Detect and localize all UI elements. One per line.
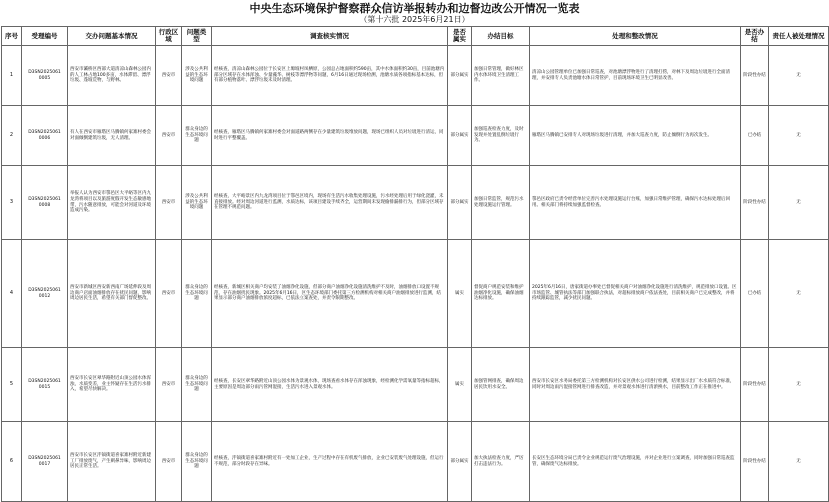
row-type: 群众身边的生态环境问题 [182,106,212,166]
row-goal: 加大执法检查力度，严厉打击违法行为。 [472,422,530,502]
row-punish: 无 [769,240,829,348]
row-action: 雁塔区马腾镇已安排专人对现场垃圾进行清理，并加大巡查力度，防止倾倒行为再次发生。 [530,106,741,166]
header-action: 处理和整改情况 [530,27,741,46]
row-seq: 6 [2,422,22,502]
row-punish: 无 [769,46,829,106]
header-closed: 是否办结 [741,27,769,46]
row-goal: 督促商户规范安装和维护油烟净化设施，确保油烟达标排放。 [472,240,530,348]
row-closed: 阶段性办结 [741,422,769,502]
row-punish: 无 [769,106,829,166]
table-header-row [2,27,829,46]
row-investigation: 经核查，大平峪景区内九龙湾项目位于鄠邑区境内，现场有生活污水收集处理设施，污水经处理后用于绿化浇灌，未直接排放。经对周边河道进行监测，水质达标，该项目建设手续齐全，运营期间未发现偷排漏排行为，但部分区域存在管理不规范问题。 [212,166,448,240]
row-punish: 无 [769,166,829,240]
row-verified: 属实 [448,240,472,348]
header-seq: 序号 [2,27,22,46]
row-type: 涉及公共利益的生态环境问题 [182,46,212,106]
row-investigation: 经核查，沣镐街道喜家寨村附近有一处加工企业，生产过程中存在有机废气排放，企业已安装废气处理设施，但运行不规范，部分时段存在异味。 [212,422,448,502]
table-row [2,106,829,166]
table-row [2,348,829,422]
row-investigation: 经核查，清凉山森林公园位于长安区上塬坡村凤栖原，公园总占地面积约590亩，其中水体面积约30亩，目前池塘内部分区域存在水体浑浊、少量藻华、树枝等漂浮物等问题，6月16日通过现场检测，池塘水质各项指标基本达标，但有部分植物落叶、漂浮垃圾未及时清理。 [212,46,448,106]
header-verified: 是否属实 [448,27,472,46]
row-goal: 加强管网排查，确保周边居民饮用水安全。 [472,348,530,422]
row-verified: 部分属实 [448,106,472,166]
row-region: 西安市 [156,166,182,240]
row-punish: 无 [769,348,829,422]
row-closed: 阶段性办结 [741,46,769,106]
row-closed: 阶段性办结 [741,166,769,240]
row-id: D3SN2025061 0005 [22,46,68,106]
row-verified: 部分属实 [448,422,472,502]
row-seq: 2 [2,106,22,166]
row-verified: 部分属实 [448,46,472,106]
row-issue: 西安市长安区翠华路附近山顶公园水体浑浊，水质变差，业主怀疑存在生活污水排入，希望尽快解决。 [68,348,156,422]
table-row [2,46,829,106]
row-seq: 4 [2,240,22,348]
row-action: 鄠邑区政府已责令经营单位完善污水处理设施运行台账，加强日常维护管理，确保污水达标处理后回用。相关部门将持续加强监督检查。 [530,166,741,240]
row-action: 2025年6月16日，唐家街道办事处已督促相关商户对油烟净化设施进行清洗维护，规范排放口设置。区市场监管、城管执法等部门加强联合执法，对超标排放商户依法查处，目前相关商户已完成整改，并将持续跟踪监管，减少扰民问题。 [530,240,741,348]
row-verified: 属实 [448,348,472,422]
row-action: 长安区生态环境分局已责令企业规范运行废气治理设施，并对企业进行立案调查，同时加强日常巡查监管，确保废气达标排放。 [530,422,741,502]
row-id: D3SN2025061 0008 [22,166,68,240]
row-investigation: 经核查，雁塔区马腾镇何家寨村委会对面道路两侧存在少量建筑垃圾堆放问题，现场已组织人员对垃圾进行清运，同时进行平整覆盖。 [212,106,448,166]
row-issue: 西安市新城区西安新西南广场延伸段及周边商户店面油烟排放存在扰民问题，影响周边居民生活，希望有关部门督促整改。 [68,240,156,348]
row-punish: 无 [769,422,829,502]
row-id: D3SN2025061 0017 [22,422,68,502]
document-subtitle: （第十六批 2025年6月21日） [359,15,470,24]
header-investigation: 调查核实情况 [212,27,448,46]
report-table [1,26,829,502]
row-goal: 加强日常管理，做好林区内水体环境卫生清理工作。 [472,46,530,106]
row-closed: 阶段性办结 [741,348,769,422]
row-region: 西安市 [156,348,182,422]
row-region: 西安市 [156,240,182,348]
header-region: 行政区域 [156,27,182,46]
row-id: D3SN2025061 0012 [22,240,68,348]
row-goal: 加强巡查检查力度，及时发现并处置乱倒垃圾行为。 [472,106,530,166]
row-issue: 西安市灞桥区西部大道清凉山森林公园内的人工林占地100多亩，水体滞留、漂浮垃圾、蓬坡荒物，与野林。 [68,46,156,106]
row-seq: 1 [2,46,22,106]
row-type: 群众身边的生态环境问题 [182,422,212,502]
row-type: 涉及公共利益的生态环境问题 [182,166,212,240]
header-type: 问题类型 [182,27,212,46]
row-type: 群众身边的生态环境问题 [182,240,212,348]
header-goal: 办结目标 [472,27,530,46]
row-region: 西安市 [156,46,182,106]
row-verified: 部分属实 [448,166,472,240]
row-issue: 有人在西安市雁塔区马腾镇何家寨村委会对面倾倒建筑垃圾，无人清理。 [68,106,156,166]
table-row [2,166,829,240]
row-action: 清凉山公园管理单位已加强日常巡查，对池塘漂浮物进行了清理打捞，对林下及周边垃圾进行全面清理，并安排专人负责池塘水体日常管护，目前现场环境卫生已明显改善。 [530,46,741,106]
header-id: 受理编号 [22,27,68,46]
table-row [2,422,829,502]
header-issue: 交办问题基本情况 [68,27,156,46]
header-punish: 责任人被处理情况 [769,27,829,46]
row-investigation: 经核查，长安区翠华路附近山顶公园水体为景观水体，现场查看水体存在浑浊现象，经检测化学需氧量等指标超标，主要原因是周边部分雨污管网混接，生活污水进入景观水体。 [212,348,448,422]
document-title: 中央生态环境保护督察群众信访举报转办和边督边改公开情况一览表 [249,2,580,15]
row-region: 西安市 [156,422,182,502]
row-region: 西安市 [156,106,182,166]
row-issue: 西安市长安区沣镐街道喜家寨村附近新建工厂排放废气，产生刺鼻异味，影响周边居民正常生活。 [68,422,156,502]
row-type: 群众身边的生态环境问题 [182,348,212,422]
row-seq: 3 [2,166,22,240]
row-action: 西安市长安区水务局委托第三方检测机构对长安区供水公司进行检测，结果显示出厂水水质符合标准，同时对周边雨污混接管网进行排查改造，并对景观水体进行清淤换水，目前整改工作正在推进中。 [530,348,741,422]
row-closed: 已办结 [741,106,769,166]
row-goal: 加强日常监管，规范污水处理设施运行管理。 [472,166,530,240]
row-investigation: 经核查，新城区相关商户均安装了油烟净化设施，但部分商户油烟净化设施清洗维护不及时，油烟排放口设置不规范，存在油烟扰民现象。2025年6月16日，区生态环境部门委托第三方检测机构对相关商户油烟排放进行监测，结果显示部分商户油烟排放浓度超标，已依法立案查处，并责令限期整改。 [212,240,448,348]
row-closed: 已办结 [741,240,769,348]
row-id: D3SN2025061 0006 [22,106,68,166]
table-row [2,240,829,348]
row-id: D3SN2025061 0015 [22,348,68,422]
row-seq: 5 [2,348,22,422]
row-issue: 举报人认为西安市鄠邑区大平峪等区内九龙湾将项目以及旅游度假开发生态敏感地带，污水随意排放，可能会对河道及环境造成污染。 [68,166,156,240]
